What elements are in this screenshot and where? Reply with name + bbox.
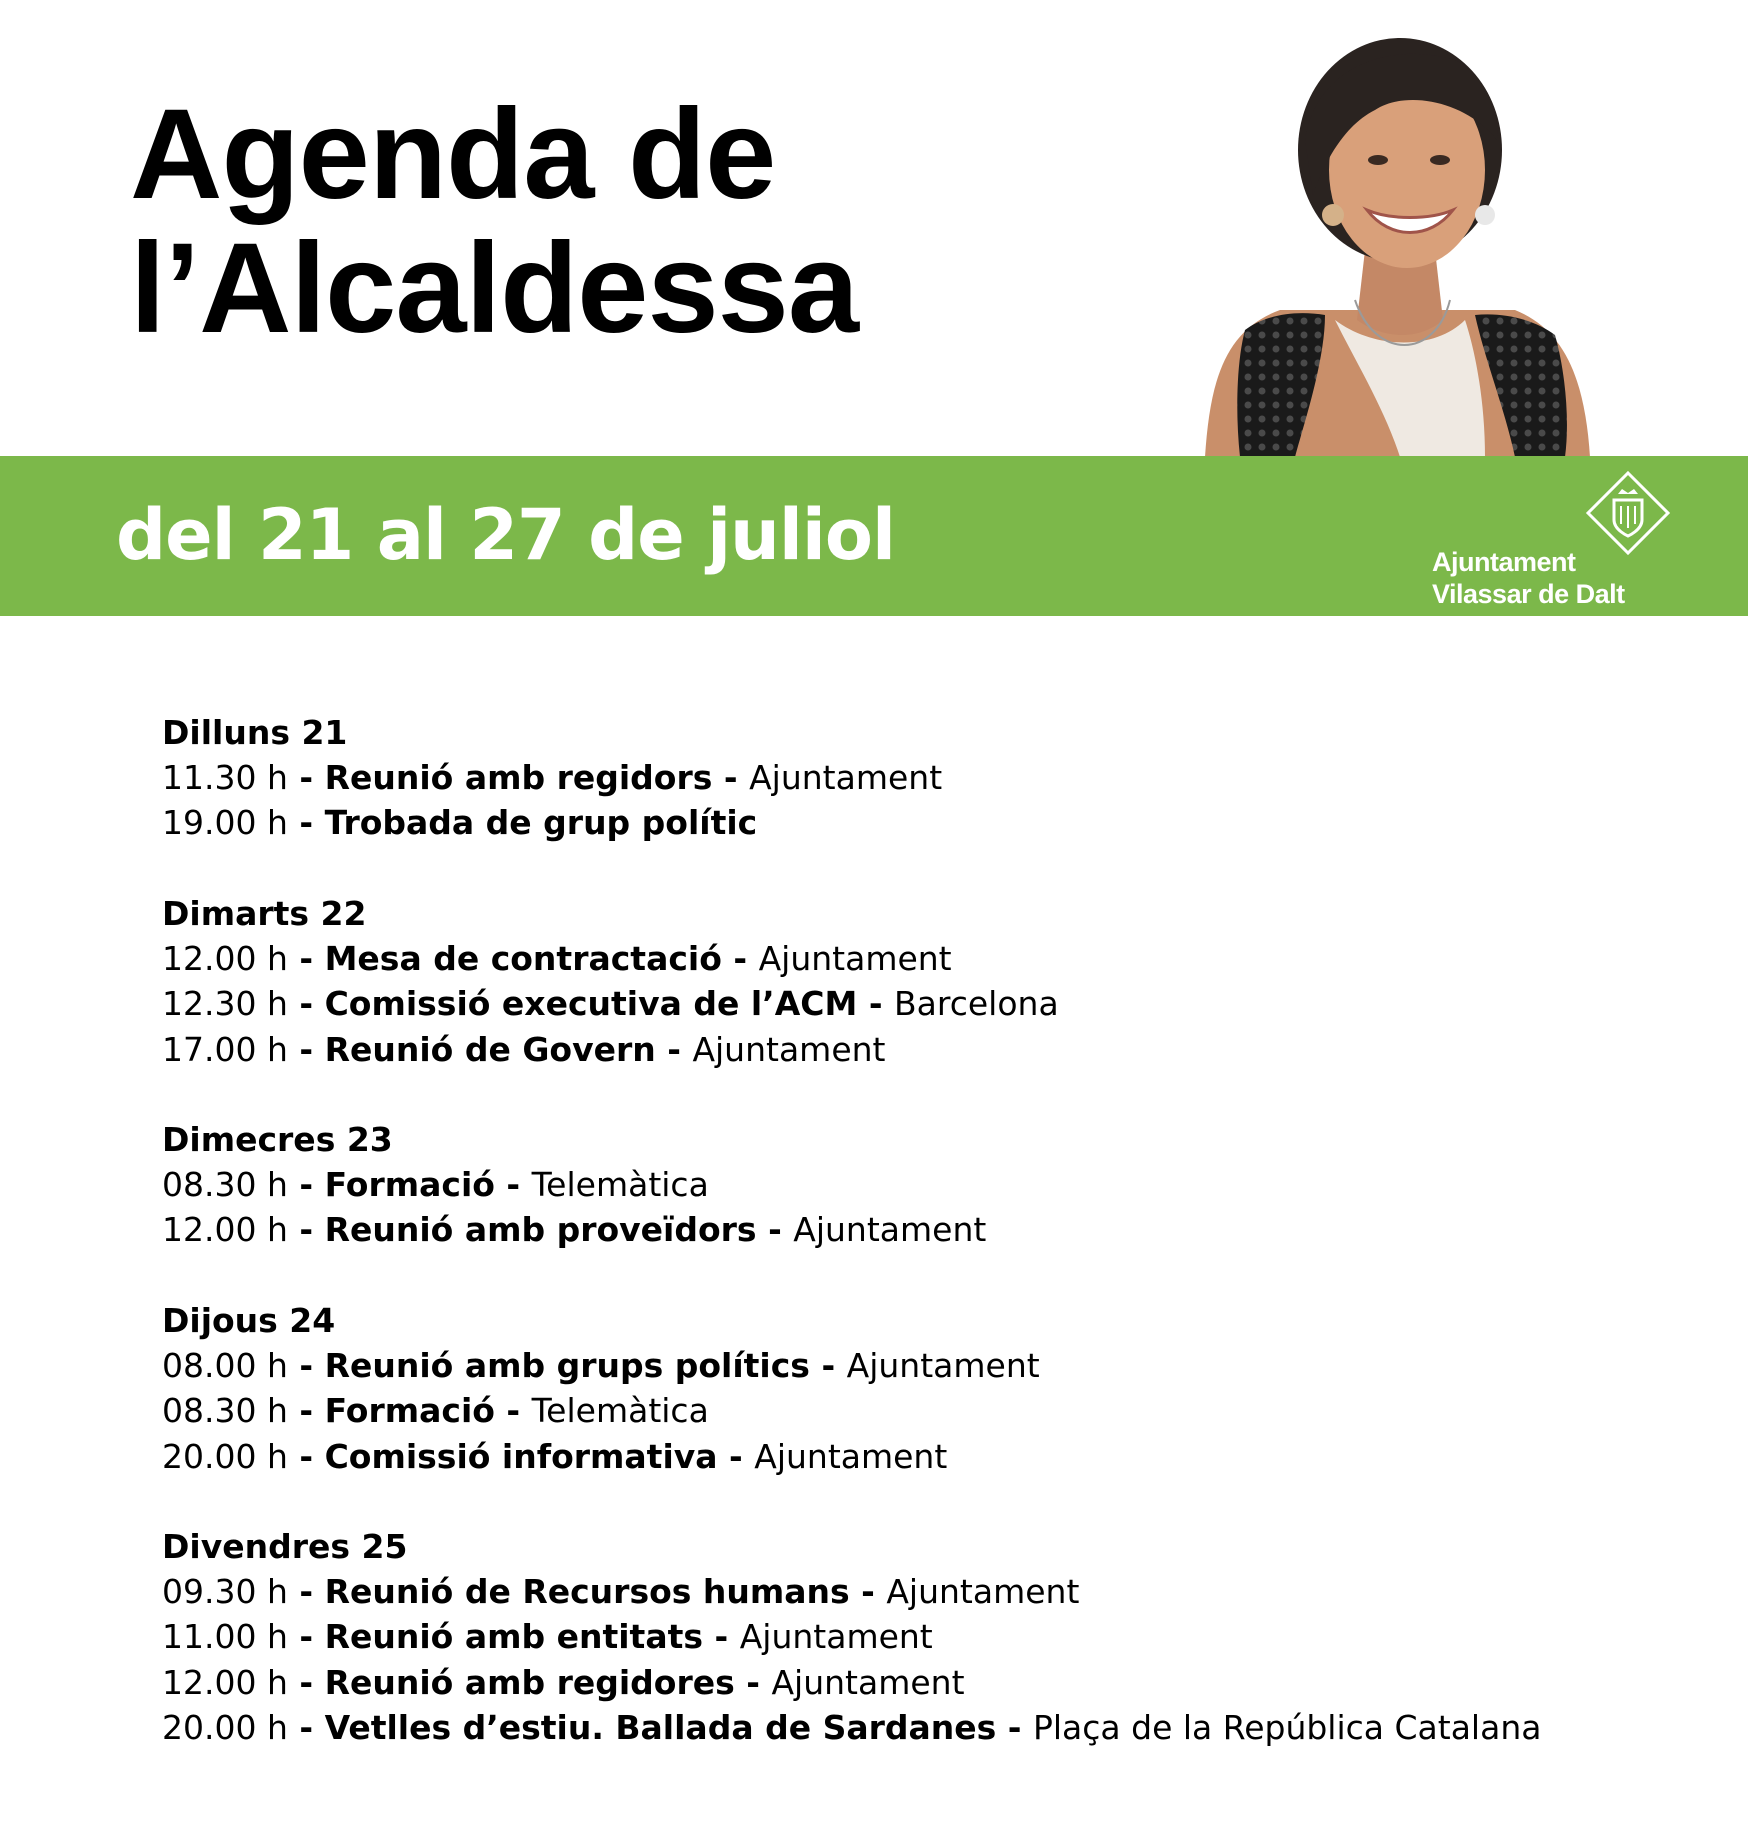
day-heading: Dilluns 21: [162, 713, 348, 752]
page-title: [130, 83, 858, 360]
event-separator: -: [287, 938, 325, 978]
event-location: Ajuntament: [739, 1617, 933, 1657]
event-time: 20.00 h: [162, 1436, 288, 1476]
day-heading: Dimarts 22: [162, 893, 367, 933]
event-row: [162, 936, 1702, 981]
event-row: [162, 1207, 1702, 1252]
event-time: 17.00 h: [162, 1029, 288, 1069]
event-separator: -: [287, 1662, 325, 1702]
event-title: Reunió de Govern: [324, 1029, 656, 1069]
event-separator: -: [849, 1571, 887, 1611]
event-time: 08.00 h: [162, 1345, 288, 1385]
mayor-portrait: [1185, 20, 1605, 457]
event-time: 12.00 h: [162, 1210, 288, 1250]
event-title: Reunió amb regidores: [324, 1662, 735, 1702]
event-time: 11.30 h: [162, 758, 288, 797]
logo-line-2: Vilassar de Dalt: [1432, 579, 1625, 609]
event-row: [162, 1614, 1702, 1659]
event-separator: -: [287, 1617, 325, 1657]
event-row: [162, 1434, 1702, 1479]
event-separator: -: [287, 1571, 325, 1611]
event-time: 09.30 h: [162, 1571, 288, 1611]
event-time: 08.30 h: [162, 1391, 288, 1431]
agenda-day: [162, 1117, 1702, 1253]
title-line-2: l’Alcaldessa: [130, 217, 858, 360]
event-separator: -: [756, 1210, 794, 1250]
event-location: Ajuntament: [749, 758, 943, 797]
event-title: Comissió informativa: [324, 1436, 718, 1476]
event-location: Telemàtica: [531, 1164, 709, 1204]
event-separator: -: [287, 1436, 325, 1476]
agenda-day: [162, 710, 1702, 846]
event-title: Vetlles d’estiu. Ballada de Sardanes: [324, 1708, 997, 1748]
event-separator: -: [287, 1345, 325, 1385]
event-separator: -: [996, 1708, 1033, 1748]
event-title: Reunió amb grups polítics: [324, 1345, 810, 1385]
day-heading: Dijous 24: [162, 1300, 336, 1340]
logo-line-1: Ajuntament: [1432, 547, 1576, 577]
event-separator: -: [734, 1662, 772, 1702]
agenda-day: [162, 1298, 1702, 1479]
event-row: [162, 800, 1702, 845]
event-title: Formació: [324, 1391, 495, 1431]
event-row: [162, 1388, 1702, 1433]
event-title: Mesa de contractació: [324, 938, 722, 978]
event-title: Reunió amb proveïdors: [324, 1210, 757, 1250]
event-title: Trobada de grup polític: [324, 803, 758, 843]
event-separator: -: [721, 938, 759, 978]
day-heading: Divendres 25: [162, 1526, 408, 1566]
event-separator: -: [712, 758, 750, 797]
event-location: Ajuntament: [758, 938, 952, 978]
event-row: [162, 1343, 1702, 1388]
event-separator: -: [287, 803, 325, 843]
event-separator: -: [703, 1617, 740, 1657]
event-separator: -: [857, 984, 895, 1024]
event-title: Comissió executiva de l’ACM: [324, 984, 858, 1024]
event-time: 11.00 h: [162, 1617, 288, 1657]
agenda-day: [162, 1524, 1702, 1751]
event-row: [162, 1027, 1702, 1072]
event-separator: -: [287, 1029, 325, 1069]
event-time: 12.00 h: [162, 1662, 288, 1702]
event-title: Reunió amb regidors: [324, 758, 713, 797]
event-location: Ajuntament: [793, 1210, 987, 1250]
event-title: Formació: [324, 1164, 495, 1204]
event-row: [162, 981, 1702, 1026]
event-location: Barcelona: [894, 984, 1059, 1024]
logo-text: [1432, 546, 1625, 610]
event-location: Ajuntament: [754, 1436, 948, 1476]
event-separator: -: [287, 1391, 325, 1431]
event-location: Plaça de la República Catalana: [1032, 1708, 1542, 1748]
date-band: [0, 456, 1748, 616]
event-row: [162, 755, 1702, 800]
event-separator: -: [287, 984, 325, 1024]
coat-of-arms-icon: [1585, 470, 1671, 556]
municipality-logo: [1430, 470, 1680, 610]
event-row: [162, 1162, 1702, 1207]
event-separator: -: [717, 1436, 755, 1476]
event-time: 12.30 h: [162, 984, 288, 1024]
event-row: [162, 1705, 1702, 1750]
event-location: Ajuntament: [886, 1571, 1080, 1611]
event-location: Ajuntament: [771, 1662, 965, 1702]
event-separator: -: [494, 1391, 532, 1431]
event-location: Ajuntament: [692, 1029, 886, 1069]
event-time: 08.30 h: [162, 1164, 288, 1204]
event-time: 20.00 h: [162, 1708, 288, 1748]
event-location: Telemàtica: [531, 1391, 709, 1431]
event-time: 19.00 h: [162, 803, 288, 843]
event-separator: -: [655, 1029, 693, 1069]
event-separator: -: [287, 758, 325, 797]
event-time: 12.00 h: [162, 938, 288, 978]
agenda-list: [162, 710, 1702, 1795]
event-row: [162, 1569, 1702, 1614]
event-separator: -: [494, 1164, 532, 1204]
day-heading: Dimecres 23: [162, 1119, 393, 1159]
event-location: Ajuntament: [846, 1345, 1040, 1385]
event-title: Reunió amb entitats: [324, 1617, 704, 1657]
portrait-illustration: [1185, 20, 1605, 457]
event-title: Reunió de Recursos humans: [324, 1571, 850, 1611]
event-row: [162, 1660, 1702, 1705]
event-separator: -: [287, 1210, 325, 1250]
title-line-1: Agenda de: [130, 83, 776, 226]
event-separator: -: [287, 1708, 325, 1748]
event-separator: -: [809, 1345, 847, 1385]
event-separator: -: [287, 1164, 325, 1204]
agenda-day: [162, 891, 1702, 1072]
date-range: del 21 al 27 de juliol: [116, 494, 895, 576]
